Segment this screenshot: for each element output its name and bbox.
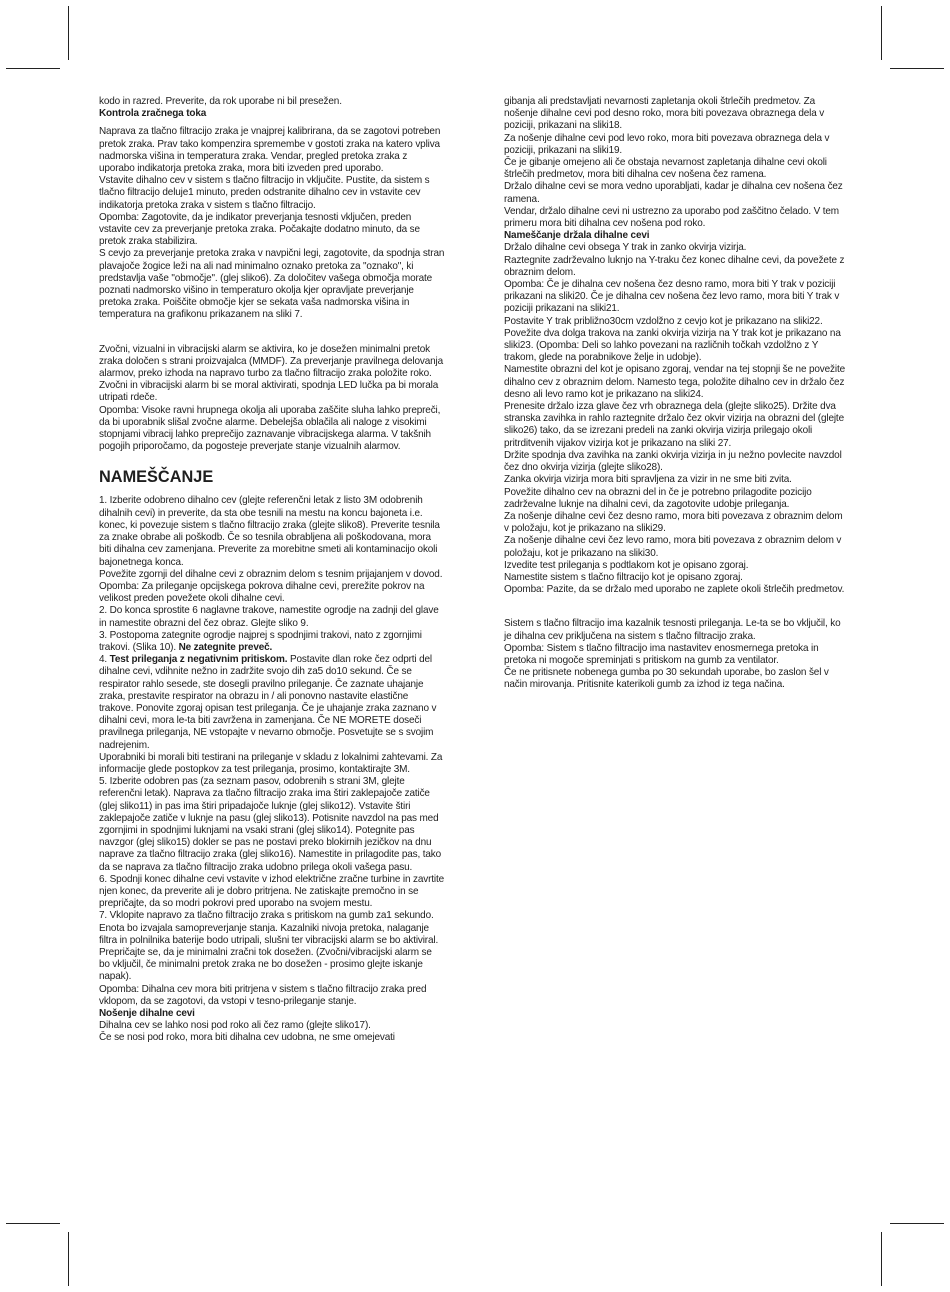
- paragraph: 2. Do konca sprostite 6 naglavne trakove, namestite ogrodje na zadnji del glave in namestite obrazni del čez obraz. Glejte sliko 9.: [99, 605, 439, 629]
- paragraph: Zvočni, vizualni in vibracijski alarm se aktivira, ko je dosežen minimalni pretok zraka določen s strani proizvajalca (MMDF). Za preverjanje pravilnega delovanja alarmov, preko izhoda na napravo turbo za tlačno filtracijo zraka položite roko. Zvočni in vibracijski alarm bi se moral aktivirati, spodnja LED lučka pa bi morala utripati rdeče.: [99, 343, 444, 404]
- right-column: [504, 96, 850, 692]
- paragraph: Prenesite držalo izza glave čez vrh obraznega dela (glejte sliko25). Držite dva stranska zavihka in rahlo raztegnite držalo čez okvir vizirja na obrazni del (glejte sliko26) tako, da se izrezani predeli na zanki okvirja vizirja prilegajo okoli pritrditvenih vijakov vizirja kot je prikazano na sliki 27.: [504, 401, 844, 449]
- fit-test-heading: Test prileganja z negativnim pritiskom.: [109, 654, 288, 666]
- crop-mark-top-left-v: [68, 6, 69, 60]
- paragraph: Za nošenje dihalne cevi pod levo roko, mora biti povezava obraznega dela v poziciji, prikazani na sliki19.: [504, 132, 830, 156]
- paragraph: Držalo dihalne cevi obsega Y trak in zanko okvirja vizirja.: [504, 242, 747, 254]
- paragraph: [99, 630, 445, 654]
- warning-text: Ne zategnite preveč.: [178, 641, 273, 653]
- paragraph: 7. Vklopite napravo za tlačno filtracijo zraka s pritiskom na gumb za1 sekundo. Enota bo izvajala samopreverjanje stanja. Kazalniki nivoja pretoka, nalaganje filtra in polnilnika baterije bodo utripali, slušni ter vibracijski alarm se bo aktiviral. Prepričajte se, da je minimalni zračni tok dosežen. (Zvočni/vibracijski alarm se bo vključil, če minimalni pretok zraka ne bo dosežen - prosimo glejte iskanje napak).: [99, 910, 439, 983]
- paragraph: Če je gibanje omejeno ali če obstaja nevarnost zapletanja dihalne cevi okoli štrlečih predmetov, mora biti dihalna cev nošena čez ramena.: [504, 157, 827, 181]
- paragraph: 1. Izberite odobreno dihalno cev (glejte referenčni letak z listo 3M odobrenih dihalnih cevi) in preverite, da sta obe tesnili na mestu na koncu bajoneta i.e. konec, ki povezuje sistem s tlačno filtracijo zraka (glejte sliko8). Preverite tesnila za znake obrabe ali poškodb. Če so tesnila obrabljena ali poškodovana, mora biti dihalna cev zamenjana. Preverite za morebitne smeti ali kontaminacijo okoli bajonetnega konca.: [99, 495, 440, 568]
- paragraph: Vstavite dihalno cev v sistem s tlačno filtracijo in vključite. Pustite, da sistem s tlačno filtracijo deluje1 minuto, preden odstranite dihalno cev in vstavite cev indikatorja pretoka zraka v sistem s tlačno filtracijo.: [99, 175, 430, 211]
- paragraph: Opomba: Če je dihalna cev nošena čez desno ramo, mora biti Y trak v poziciji prikazani na sliki20. Če je dihalna cev nošena čez levo ramo, mora biti Y trak v poziciji prikazani na sliki21.: [504, 279, 840, 315]
- paragraph: Namestite obrazni del kot je opisano zgoraj, vendar na tej stopnji še ne povežite dihalno cev z obraznim delom. Namesto tega, položite dihalno cev in držalo čez desno ali levo ramo kot je prikazano na sliki24.: [504, 364, 845, 400]
- section-heading-holder: Nameščanje držala dihalne cevi: [504, 230, 650, 242]
- paragraph: Izvedite test prileganja s podtlakom kot je opisano zgoraj.: [504, 559, 749, 571]
- paragraph: Za nošenje dihalne cevi čez levo ramo, mora biti povezava z obraznim delom v položaju, kot je prikazano na sliki30.: [504, 535, 842, 559]
- paragraph: Raztegnite zadrževalno luknjo na Y-traku čez konec dihalne cevi, da povežete z obraznim delom.: [504, 254, 845, 278]
- paragraph: Namestite sistem s tlačno filtracijo kot je opisano zgoraj.: [504, 571, 743, 583]
- crop-mark-top-left-h: [6, 68, 60, 69]
- paragraph: Povežite dva dolga trakova na zanki okvirja vizirja na Y trak kot je prikazano na sliki23. (Opomba: Deli so lahko povezani na različnih točkah vzdolžno z Y trakom, glede na porabnikove želje in udobje).: [504, 327, 841, 364]
- paragraph: 6. Spodnji konec dihalne cevi vstavite v izhod električne zračne turbine in zavrtite njen konec, da preverite ali je dobro pritrjena. Ne zatiskajte premočno in se prepričajte, da so modri pokrovi pred uporabo na svojem mestu.: [99, 873, 444, 910]
- paragraph: S cevjo za preverjanje pretoka zraka v navpični legi, zagotovite, da spodnja stran plavajoče žogice leži na ali nad minimalno oznako pretoka za "oznako", ki predstavlja vaše "območje". (glej sliko6). Za določitev vašega območja morate poznati nadmorsko višino in temperaturo okolja kjer opravljate preverjanje pretoka zraka. Poiščite območje kjer se sekata vaša nadmorska višina in temperatura na grafikonu prikazanem na sliki 7.: [99, 248, 445, 321]
- crop-mark-top-right-h: [890, 68, 944, 69]
- paragraph-text: Postavite dlan roke čez odprti del dihalne cevi, vdihnite nežno in zadržite svojo dih za5 do10 sekund. Če se respirator rahlo sesede, ste dosegli pravilno prileganje. Če zaznate uhajanje zraka, prestavite respirator na obrazu in / ali ponovno nastavite elastične trakove. Ponovite zgoraj opisan test prileganja. Če je uhajanje zraka zaznano v dihalni cevi, mora le-ta biti zavržena in zamenjana. Če NE MORETE doseči pravilnega prileganja, NE vstopajte v nevarno območje. Posvetujte se s svojim nadrejenim.: [99, 654, 437, 751]
- crop-mark-bottom-right-h: [890, 1223, 944, 1224]
- crop-mark-bottom-left-h: [6, 1223, 60, 1224]
- crop-mark-bottom-left-v: [68, 1232, 69, 1286]
- crop-mark-bottom-right-v: [881, 1232, 882, 1286]
- paragraph: Opomba: Pazite, da se držalo med uporabo ne zaplete okoli štrlečih predmetov.: [504, 584, 845, 596]
- paragraph: Držalo dihalne cevi se mora vedno uporabljati, kadar je dihalna cev nošena čez ramena.: [504, 181, 843, 205]
- paragraph: Opomba: Visoke ravni hrupnega okolja ali uporaba zaščite sluha lahko prepreči, da bi uporabnik slišal zvočne alarme. Debelejša oblačila ali naloge z visokimi stopnjami vibracij lahko preprečijo zaznavanje vibracijskega alarma. V takšnih pogojih priporočamo, da pogosteje preverjate stanje vizualnih alarmov.: [99, 404, 441, 453]
- paragraph: 5. Izberite odobren pas (za seznam pasov, odobrenih s strani 3M, glejte referenčni letak). Naprava za tlačno filtracijo zraka ima štiri zaklepajoče zatiče (glej sliko11) in pas ima štiri pripadajoče luknje (glej sliko12). Vstavite štiri zaklepajoče zatiče v luknje na pasu (glej sliko13). Potisnite navzdol na pas med zgornjimi in spodnjimi luknjami na vsaki strani (glej sliko14). Potegnite pas navzgor (glej sliko15) dokler se pas ne postavi preko blokirnih jezičkov na dnu naprave za tlačno filtracijo zraka (glej sliko16). Namestite in prilagodite pas, tako da se naprava za tlačno filtracijo zraka udobno prilega okoli vašega pasu.: [99, 776, 442, 873]
- crop-mark-top-right-v: [881, 6, 882, 60]
- paragraph: Zanka okvirja vizirja mora biti spravljena za vizir in ne sme biti zvita.: [504, 474, 792, 486]
- paragraph-text: 4.: [99, 654, 110, 666]
- paragraph: gibanja ali predstavljati nevarnosti zapletanja okoli štrlečih predmetov. Za nošenje dihalne cevi pod desno roko, mora biti povezava obraznega dela v poziciji, prikazani na sliki18.: [504, 96, 825, 132]
- paragraph: Opomba: Sistem s tlačno filtracijo ima nastavitev enosmernega pretoka in pretoka ni mogoče spreminjati s pritiskom na gumb za ventilator.: [504, 642, 819, 666]
- paragraph: Naprava za tlačno filtracijo zraka je vnajprej kalibrirana, da se zagotovi potreben pretok zraka. Prav tako kompenzira spremembe v gostoti zraka na katero vpliva nadmorska višina in temperatura zraka. Vendar, pregled pretoka zraka z uporabo indikatorja pretoka zraka, mora biti izveden pred uporabo.: [99, 126, 441, 175]
- paragraph: Vendar, držalo dihalne cevi ni ustrezno za uporabo pod zaščitno čelado. V tem primeru mora biti dihalna cev nošena pod roko.: [504, 205, 839, 230]
- section-heading-airflow: Kontrola zračnega toka: [99, 108, 207, 120]
- paragraph: kodo in razred. Preverite, da rok uporabe ni bil presežen.: [99, 96, 342, 107]
- paragraph: Uporabniki bi morali biti testirani na prileganje v skladu z lokalnimi zahtevami. Za informacije glede postopkov za test prileganja, prosimo, kontaktirajte 3M.: [99, 751, 443, 775]
- left-column: [99, 96, 445, 1045]
- paragraph: Opomba: Zagotovite, da je indikator preverjanja tesnosti vključen, preden vstavite cev za preverjanje pretoka zraka. Počakajte dodatno minuto, da se pretok zraka stabilizira.: [99, 211, 420, 248]
- paragraph: Opomba: Dihalna cev mora biti pritrjena v sistem s tlačno filtracijo zraka pred vklopom, da se zagotovi, da vstopi v tesno-prileganje stanje.: [99, 983, 427, 1007]
- paragraph: Sistem s tlačno filtracijo ima kazalnik tesnosti prileganja. Le-ta se bo vključil, ko je dihalna cev priključena na sistem s tlačno filtracijo zraka.: [504, 618, 841, 642]
- paragraph: Povežite zgornji del dihalne cevi z obraznim delom s tesnim prijajanjem v dovod.: [99, 568, 443, 580]
- paragraph: Če se nosi pod roko, mora biti dihalna cev udobna, ne sme omejevati: [99, 1032, 395, 1044]
- paragraph: [99, 654, 445, 752]
- section-title-fitting: NAMEŠČANJE: [99, 467, 214, 487]
- paragraph: Če ne pritisnete nobenega gumba po 30 sekundah uporabe, bo zaslon šel v način mirovanja. Pritisnite katerikoli gumb za izhod iz tega načina.: [504, 667, 829, 691]
- paragraph: Za nošenje dihalne cevi čez desno ramo, mora biti povezava z obraznim delom v položaju, kot je prikazano na sliki29.: [504, 510, 843, 535]
- section-heading-wearing: Nošenje dihalne cevi: [99, 1008, 195, 1020]
- paragraph: Povežite dihalno cev na obrazni del in če je potrebno prilagodite pozicijo zadrževalne luknje na dihalni cevi, da zagotovite udobje prileganja.: [504, 486, 812, 510]
- paragraph: Postavite Y trak približno30cm vzdolžno z cevjo kot je prikazano na sliki22.: [504, 315, 823, 327]
- paragraph: Opomba: Za prileganje opcijskega pokrova dihalne cevi, prerežite pokrov na velikost preden povežete okoli dihalne cevi.: [99, 580, 425, 605]
- paragraph: Držite spodnja dva zavihka na zanki okvirja vizirja in ju nežno povlecite navzdol čez dno okvirja vizirja (glejte sliko28).: [504, 449, 842, 474]
- paragraph: Dihalna cev se lahko nosi pod roko ali čez ramo (glejte sliko17).: [99, 1020, 371, 1032]
- paragraph-text: 3. Postopoma zategnite ogrodje najprej s spodnjimi trakovi, nato z zgornjimi trakovi. (Slika 10).: [99, 629, 422, 653]
